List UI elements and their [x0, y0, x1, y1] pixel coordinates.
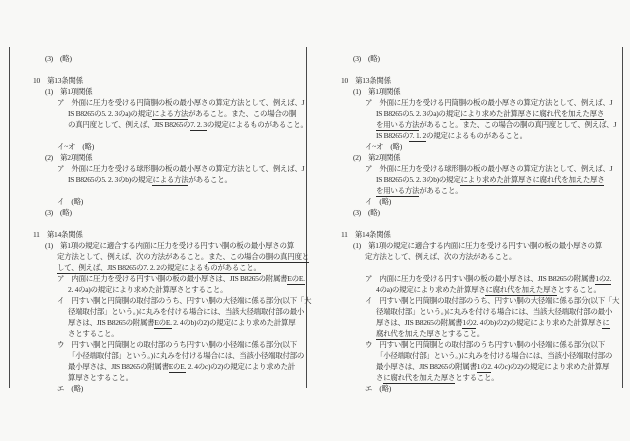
text-segment: 径端取付部」という。)に丸みを付ける場合には、当該大径端取付部の最小 — [376, 307, 613, 316]
text-line — [68, 284, 227, 295]
text-line — [376, 372, 498, 383]
text-line — [365, 383, 391, 394]
text-segment: (2) 第2項関係 — [45, 153, 93, 162]
text-segment: IS B8265の5. 2. 3のb)の規定 — [68, 175, 153, 184]
text-line — [45, 207, 72, 218]
text-segment: 定方法として、例えば、次の方法があること。 — [57, 252, 209, 261]
text-segment: 2. 4のa)の規定により求めた計算厚さとすること。 — [68, 285, 228, 294]
text-segment: 11 第14条関係 — [341, 230, 391, 239]
text-segment: (3) (略) — [353, 208, 380, 217]
revision-underlined-text: EのE. — [168, 362, 187, 371]
text-segment: エ (略) — [365, 384, 391, 393]
text-line — [68, 372, 133, 383]
text-line — [68, 328, 118, 339]
text-line — [341, 229, 391, 240]
text-line — [376, 328, 484, 339]
text-segment: さ — [376, 373, 384, 382]
text-line — [365, 273, 611, 284]
text-line — [57, 383, 83, 394]
text-line — [68, 317, 295, 328]
text-line — [376, 361, 609, 372]
revision-underlined-text: EのE. — [154, 318, 172, 327]
revision-underlined-text: 7. 1. 2 — [409, 131, 427, 140]
revision-underlined-text: に腐れ代を加えた厚さ — [485, 285, 558, 294]
text-segment: の規定によるものがあること。 — [426, 131, 527, 140]
text-line — [376, 130, 527, 141]
revision-underlined-text: を用いる方法 — [376, 186, 420, 195]
text-line — [57, 339, 297, 350]
text-line — [45, 152, 92, 163]
text-line — [353, 152, 400, 163]
text-segment: IS B8265の5. 2. 3のa)の規定 — [68, 109, 153, 118]
text-segment: があること。また、この場合の胴 — [188, 109, 297, 118]
text-line — [45, 240, 294, 251]
text-line — [57, 97, 304, 108]
right-column — [341, 53, 620, 394]
text-line — [376, 284, 601, 295]
text-segment: ア 外面に圧力を受ける円筒胴の板の最小厚さの算定方法として、例えば、J — [365, 98, 613, 107]
text-line — [57, 196, 83, 207]
column-rule-center — [306, 47, 307, 388]
revision-underlined-text: 腐れ代を加えた厚さ — [376, 329, 441, 338]
text-line — [33, 229, 83, 240]
revision-underlined-text: 1の2 — [476, 362, 491, 371]
text-segment: 「小径端取付部」という。)に丸みを付ける場合には、当該小径端取付部の — [376, 351, 613, 360]
text-line — [57, 262, 261, 273]
text-line — [68, 108, 296, 119]
revision-underlined-text: による方法 — [152, 175, 189, 184]
text-line — [353, 240, 602, 251]
text-line — [353, 86, 400, 97]
revision-underlined-text: 1の2. — [595, 274, 612, 283]
text-segment: 厚さは、JIS B8265の附属書 — [376, 318, 463, 327]
text-segment: ア 外面に圧力を受ける球形胴の板の最小厚さの算定方法として、例えば、J — [365, 164, 613, 173]
text-segment: 径端取付部」という。)に丸みを付ける場合には、当該大径端取付部の最小 — [68, 307, 305, 316]
text-segment: さとすること。 — [68, 329, 119, 338]
text-segment: . 4のc)の2)の規定により求めた計算厚 — [490, 362, 610, 371]
text-line — [341, 75, 391, 86]
text-line — [376, 108, 604, 119]
text-segment: の真円度として、例えば、JIS B8265の — [68, 120, 191, 129]
text-segment: 算厚さとすること。 — [68, 373, 133, 382]
text-segment: (2) 第2項関係 — [353, 153, 401, 162]
text-segment: 11 第14条関係 — [33, 230, 83, 239]
text-line — [376, 185, 462, 196]
revision-underlined-text: また、この場合の胴の真円度と — [208, 252, 309, 261]
text-segment: 10 第13条関係 — [341, 76, 391, 85]
text-segment: イ 円すい胴と円筒胴の取付部のうち、円すい胴の大径端に係る部分(以下「大 — [57, 296, 312, 305]
text-line — [365, 163, 612, 174]
text-segment: (1) 第1項の規定に適合する内面に圧力を受ける円すい胴の板の最小厚さの算 — [45, 241, 294, 250]
text-line — [376, 174, 604, 185]
text-segment: があること。 — [419, 186, 463, 195]
text-segment: とすること。 — [557, 285, 601, 294]
text-line — [57, 141, 94, 152]
text-segment: イ~オ (略) — [57, 142, 94, 151]
text-line — [376, 306, 612, 317]
text-segment: (3) (略) — [45, 208, 72, 217]
text-line — [376, 119, 616, 130]
text-line — [33, 75, 83, 86]
text-segment: (1) 第1項関係 — [45, 87, 93, 96]
revision-underlined-text: により求めた計算厚さに腐れ代を加えた厚さ — [460, 109, 605, 118]
revision-underlined-text: に — [602, 318, 610, 327]
text-line — [57, 251, 309, 262]
text-segment: イ 円すい胴と円筒胴の取付部のうち、円すい胴の大径端に係る部分(以下「大 — [365, 296, 620, 305]
text-segment: ア 内面に圧力を受ける円すい胴の板の最小厚さは、JIS B8265の附属書 — [57, 274, 288, 283]
text-segment: . 4のb)の2)の規定により求めた計算厚さ — [476, 318, 603, 327]
text-segment: イ (略) — [365, 197, 391, 206]
text-line — [365, 339, 605, 350]
text-segment: (1) 第1項関係 — [353, 87, 401, 96]
text-segment: イ~オ (略) — [365, 142, 402, 151]
text-segment: エ (略) — [57, 384, 83, 393]
text-line — [376, 317, 610, 328]
text-line — [353, 207, 380, 218]
text-segment: があること。 — [188, 175, 232, 184]
text-line — [365, 196, 391, 207]
text-line — [365, 295, 619, 306]
text-line — [68, 361, 295, 372]
text-line — [376, 350, 612, 361]
text-segment: 4のa)の規定により求めた計算厚さ — [376, 285, 486, 294]
text-segment: (3) (略) — [45, 54, 72, 63]
revision-underlined-text: 7. 2. 3 — [190, 120, 207, 129]
text-segment: ウ 円すい胴と円筒胴との取付部のうち円すい胴の小径端に係る部分(以下 — [365, 340, 605, 349]
text-segment: (3) (略) — [353, 54, 380, 63]
text-segment: 「小径端取付部」という。)に丸みを付ける場合には、当該小径端取付部の — [68, 351, 305, 360]
text-segment: 2. 4のc)の2)の規定により求めた計 — [186, 362, 296, 371]
text-segment: (1) 第1項の規定に適合する内面に圧力を受ける円すい胴の板の最小厚さの算 — [353, 241, 602, 250]
text-line — [353, 53, 380, 64]
text-line — [68, 174, 232, 185]
revision-underlined-text: により求めた計算厚さに腐れ代を加えた厚さ — [460, 175, 605, 184]
text-segment: 最小厚さは、JIS B8265の附属書 — [68, 362, 169, 371]
text-segment: IS B8265の5. 2. 3のa)の規定 — [376, 109, 461, 118]
text-segment: ア 外面に圧力を受ける球形胴の板の最小厚さの算定方法として、例えば、J — [57, 164, 305, 173]
text-line — [57, 295, 311, 306]
text-segment: ウ 円すい胴と円筒胴との取付部のうち円すい胴の小径端に係る部分(以下 — [57, 340, 297, 349]
text-segment: ア 外面に圧力を受ける円筒胴の板の最小厚さの算定方法として、例えば、J — [57, 98, 305, 107]
text-line — [57, 163, 304, 174]
text-segment: 2. 4のb)の2)の規定により求めた計算厚 — [171, 318, 296, 327]
revision-underlined-text: を用いる方法 — [376, 120, 420, 129]
revision-underlined-text: に腐れ代を加えた厚さ — [383, 373, 456, 382]
revision-underlined-text: 1の2 — [462, 318, 477, 327]
text-line — [365, 141, 402, 152]
text-line — [365, 251, 516, 262]
text-segment: ア 内面に圧力を受ける円すい胴の板の最小厚さは、JIS B8265の附属書 — [365, 274, 596, 283]
left-column — [33, 53, 312, 394]
text-segment: IS B8265の5. 2. 3のb)の規定 — [376, 175, 461, 184]
text-segment: 定方法として、例えば、次の方法があること。 — [365, 252, 517, 261]
text-line — [68, 306, 304, 317]
text-segment: 10 第13条関係 — [33, 76, 83, 85]
text-segment: があること。また、この場合の胴の真円度として、例えば、J — [419, 120, 617, 129]
text-segment: イ (略) — [57, 197, 83, 206]
text-line — [68, 350, 304, 361]
text-segment: IS B8265の — [376, 131, 410, 140]
column-rule-left — [9, 47, 10, 388]
text-line — [45, 53, 72, 64]
text-line — [45, 86, 92, 97]
text-line — [57, 273, 305, 284]
column-rule-right — [622, 47, 623, 388]
text-line — [365, 97, 612, 108]
text-segment: とすること。 — [455, 373, 499, 382]
text-segment: とすること。 — [440, 329, 485, 338]
revision-underlined-text: による方法 — [152, 109, 189, 118]
revision-underlined-text: して、例えば、JIS B8265の7. 2. 2の規定によるものがあること。 — [57, 263, 261, 272]
text-line — [68, 119, 308, 130]
revision-underlined-text: EのE. — [287, 274, 305, 283]
text-segment: 厚さは、JIS B8265の附属書 — [68, 318, 155, 327]
text-segment: 最小厚さは、JIS B8265の附属書 — [376, 362, 477, 371]
text-segment: の規定によるものがあること。 — [206, 120, 308, 129]
